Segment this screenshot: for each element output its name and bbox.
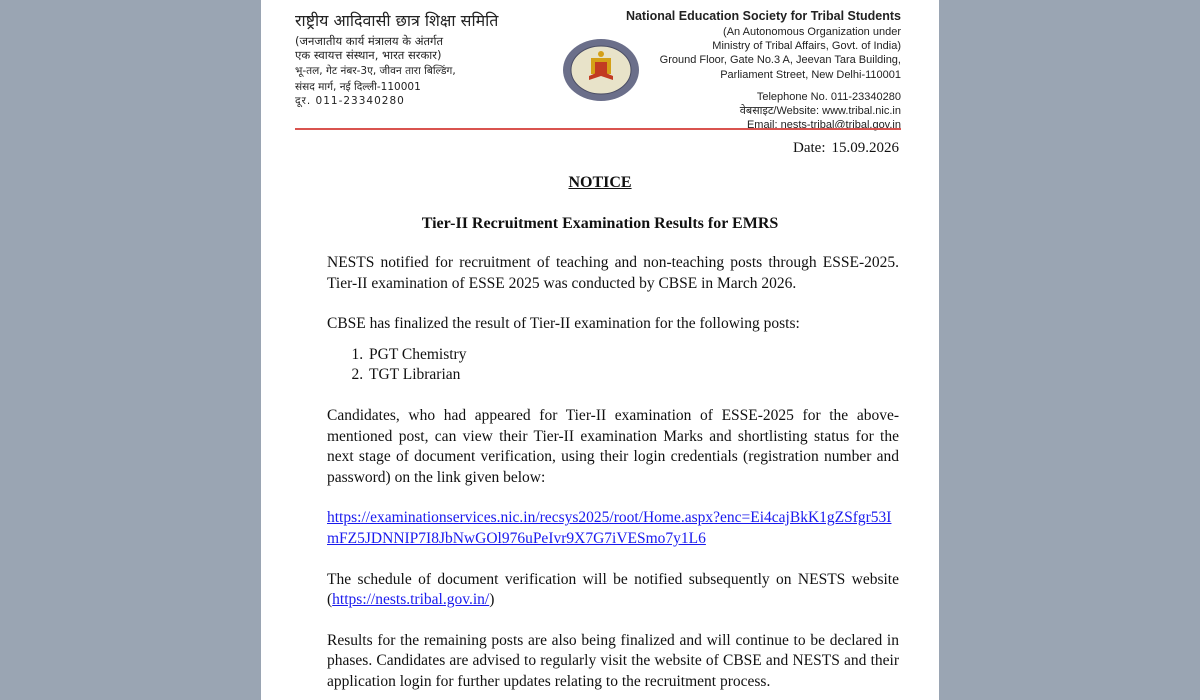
- hindi-address-line1: भू-तल, गेट नंबर-3ए, जीवन तारा बिल्डिंग,: [295, 65, 456, 77]
- nests-website-link[interactable]: https://nests.tribal.gov.in/: [332, 591, 490, 609]
- schedule-text: The schedule of document verification will be notified subsequently on NESTS website (: [327, 570, 899, 609]
- english-website: वेबसाइट/Website: www.tribal.nic.in: [739, 105, 901, 118]
- schedule-text-end: ): [489, 591, 495, 609]
- hindi-telephone: दूर. 011-23340280: [295, 95, 405, 107]
- notice-date: [793, 140, 899, 157]
- paragraph-schedule: [327, 570, 899, 611]
- english-telephone: Telephone No. 011-23340280: [756, 90, 901, 103]
- notice-title: NOTICE: [568, 174, 632, 191]
- paragraph-intro: NESTS notified for recruitment of teaching and non-teaching posts through ESSE-2025. Tier-II examination of ESSE 2025 was conducted by CBSE in March 2026.: [327, 254, 899, 292]
- english-email: Email: nests-tribal@tribal.gov.in: [746, 119, 901, 132]
- hindi-org-sub1: (जनजातीय कार्य मंत्रालय के अंतर्गत: [295, 34, 444, 48]
- english-letterhead: [601, 8, 901, 132]
- english-org-line1: (An Autonomous Organization under: [723, 26, 901, 38]
- hindi-letterhead: [295, 10, 535, 108]
- notice-body: [327, 253, 899, 700]
- list-item: 1. PGT Chemistry: [367, 345, 899, 366]
- paragraph-result-finalized: CBSE has finalized the result of Tier-II examination for the following posts:: [327, 315, 800, 333]
- hindi-org-sub2: एक स्वायत्त संस्थान, भारत सरकार): [295, 48, 442, 62]
- english-org-name: National Education Society for Tribal Students: [625, 9, 901, 23]
- date-label: Date:: [793, 140, 826, 156]
- hindi-org-name: राष्ट्रीय आदिवासी छात्र शिक्षा समिति: [295, 11, 499, 30]
- paragraph-candidates: Candidates, who had appeared for Tier-II examination of ESSE-2025 for the above-mentioned post, can view their Tier-II examination Marks and shortlisting status for the next stage of document verification, using their login credentials (registration number and password) on the link given below:: [327, 406, 899, 486]
- date-value: 15.09.2026: [831, 140, 899, 156]
- notice-subject: Tier-II Recruitment Examination Results for EMRS: [421, 215, 779, 232]
- english-address-line1: Ground Floor, Gate No.3 A, Jeevan Tara Building,: [659, 54, 901, 67]
- english-org-line2: Ministry of Tribal Affairs, Govt. of India): [712, 40, 901, 53]
- posts-list: [327, 345, 899, 386]
- paragraph-remaining-posts: Results for the remaining posts are also being finalized and will continue to be declared in phases. Candidates are advised to regularly visit the website of CBSE and NESTS and their application login for further updates relating to the recruitment process.: [327, 631, 899, 690]
- list-item: 2. TGT Librarian: [367, 365, 899, 386]
- hindi-address-line2: संसद मार्ग, नई दिल्ली-110001: [295, 81, 421, 93]
- header-divider: [295, 128, 901, 130]
- notice-document: [261, 0, 939, 700]
- english-address-line2: Parliament Street, New Delhi-110001: [720, 68, 901, 81]
- result-link[interactable]: https://examinationservices.nic.in/recsys2025/root/Home.aspx?enc=Ei4cajBkK1gZSfgr53ImFZ5JDNNIP7I8JbNwGOl976uPeIvr9X7G7iVESmo7y1L6: [327, 509, 892, 547]
